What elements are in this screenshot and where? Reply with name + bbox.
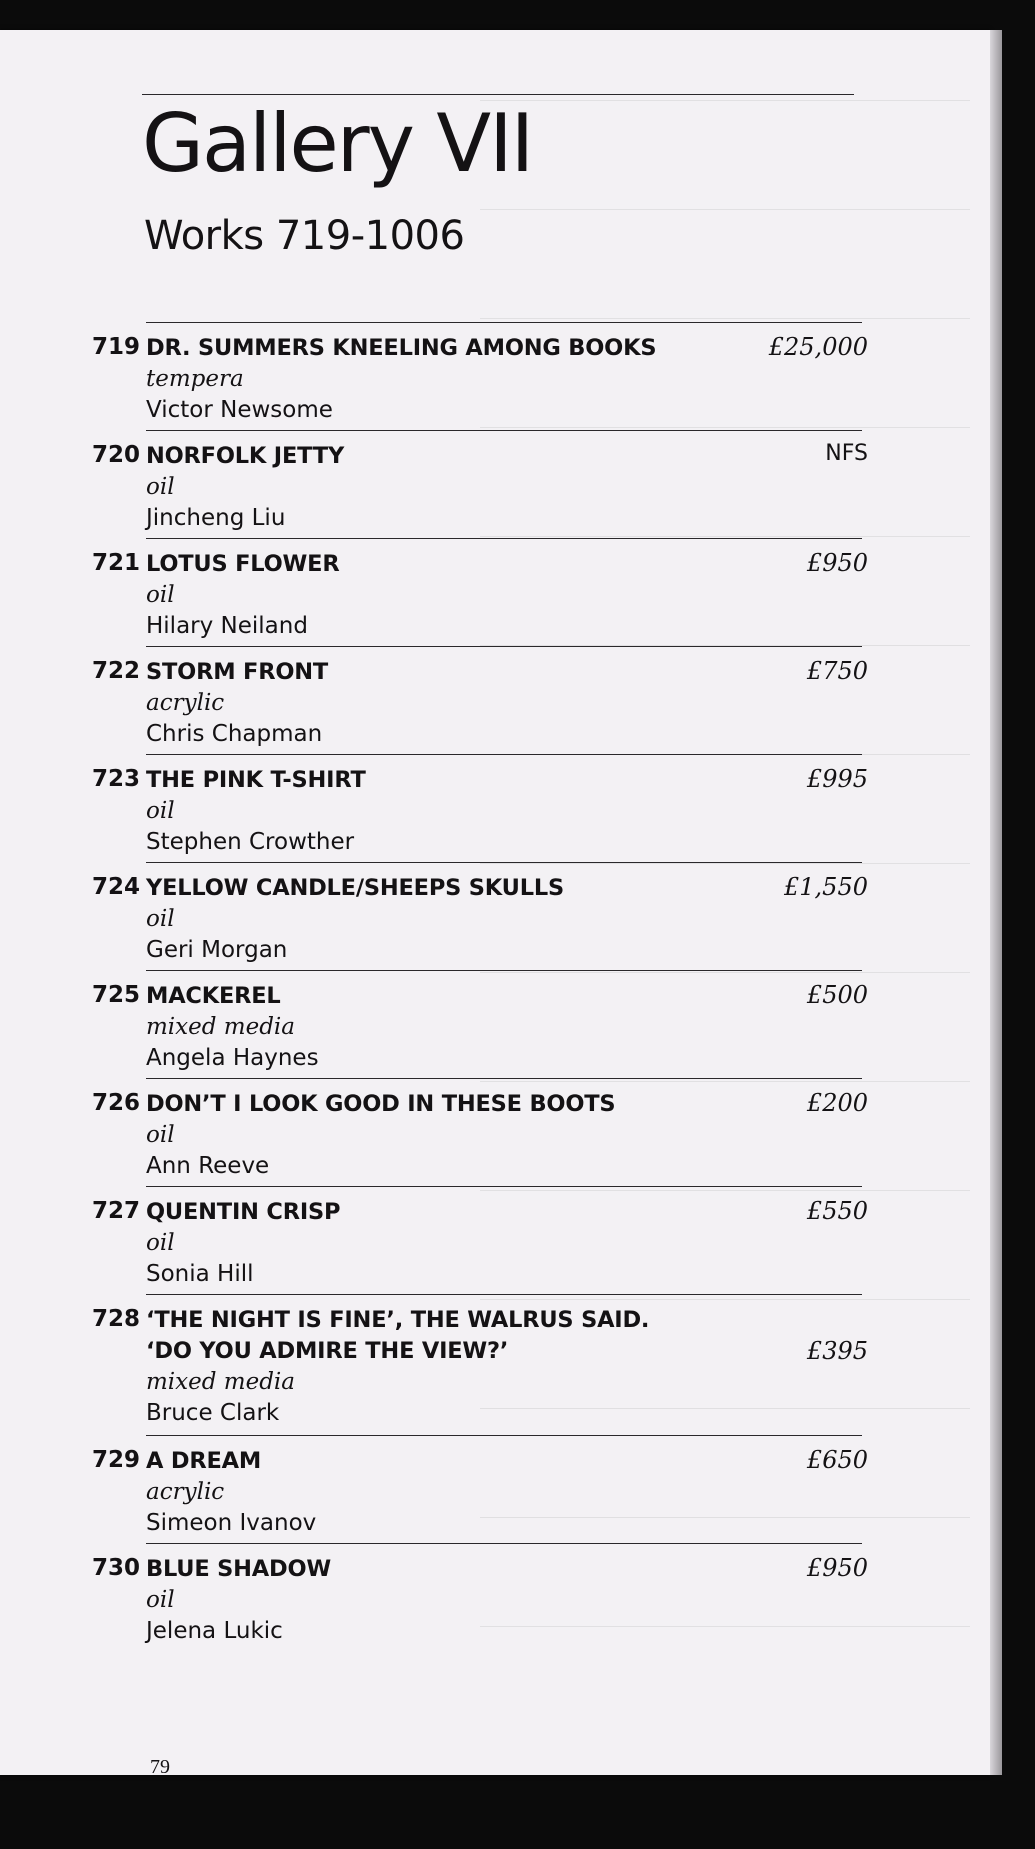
- work-entry: [91, 754, 868, 862]
- work-title-line-2: ‘DO YOU ADMIRE THE VIEW?’: [146, 1338, 509, 1364]
- work-artist: Bruce Clark: [146, 1400, 280, 1426]
- work-title: LOTUS FLOWER: [146, 551, 340, 577]
- work-title: MACKEREL: [146, 983, 281, 1009]
- work-entry: [91, 1078, 868, 1186]
- work-entry: [91, 646, 868, 754]
- work-medium: mixed media: [146, 1014, 295, 1040]
- work-artist: Jelena Lukic: [146, 1618, 283, 1644]
- work-title: ‘THE NIGHT IS FINE’, THE WALRUS SAID.: [146, 1307, 650, 1333]
- work-medium: oil: [146, 906, 175, 932]
- work-medium: mixed media: [146, 1369, 295, 1395]
- work-price: £995: [806, 765, 868, 793]
- work-price: £750: [806, 657, 868, 685]
- work-entry: [91, 1543, 868, 1651]
- work-price: £200: [806, 1089, 868, 1117]
- work-medium: oil: [146, 1122, 175, 1148]
- work-number: 724: [91, 874, 140, 900]
- page-edge: [990, 30, 1002, 1775]
- work-number: 719: [91, 334, 140, 360]
- work-title: DR. SUMMERS KNEELING AMONG BOOKS: [146, 335, 657, 361]
- work-entry: [91, 322, 868, 430]
- work-medium: tempera: [146, 366, 244, 392]
- work-title: THE PINK T-SHIRT: [146, 767, 366, 793]
- work-medium: oil: [146, 798, 175, 824]
- work-title: DON’T I LOOK GOOD IN THESE BOOTS: [146, 1091, 616, 1117]
- work-title: A DREAM: [146, 1448, 262, 1474]
- work-price: £395: [806, 1337, 868, 1365]
- work-price: £650: [806, 1446, 868, 1474]
- work-price: £550: [806, 1197, 868, 1225]
- work-entry: [91, 430, 868, 538]
- work-artist: Stephen Crowther: [146, 829, 355, 855]
- work-entry: [91, 1435, 868, 1543]
- work-number: 730: [91, 1555, 140, 1581]
- work-entry: [91, 862, 868, 970]
- work-entry: [91, 1294, 868, 1435]
- work-price: £25,000: [768, 333, 868, 361]
- work-title: NORFOLK JETTY: [146, 443, 345, 469]
- work-title: QUENTIN CRISP: [146, 1199, 341, 1225]
- work-artist: Ann Reeve: [146, 1153, 270, 1179]
- work-title: STORM FRONT: [146, 659, 329, 685]
- work-entry: [91, 1186, 868, 1294]
- work-medium: oil: [146, 1230, 175, 1256]
- work-number: 726: [91, 1090, 140, 1116]
- work-artist: Chris Chapman: [146, 721, 323, 747]
- gallery-title: Gallery VII: [142, 97, 533, 190]
- work-price: £950: [806, 1554, 868, 1582]
- work-number: 729: [91, 1447, 140, 1473]
- work-artist: Sonia Hill: [146, 1261, 254, 1287]
- work-number: 721: [91, 550, 140, 576]
- work-price: NFS: [825, 441, 868, 466]
- work-number: 727: [91, 1198, 140, 1224]
- work-entry: [91, 538, 868, 646]
- work-price: £500: [806, 981, 868, 1009]
- page-number: 79: [150, 1756, 170, 1778]
- work-title: BLUE SHADOW: [146, 1556, 332, 1582]
- work-artist: Geri Morgan: [146, 937, 288, 963]
- work-artist: Hilary Neiland: [146, 613, 308, 639]
- work-title: YELLOW CANDLE/SHEEPS SKULLS: [146, 875, 564, 901]
- work-entry: [91, 970, 868, 1078]
- work-number: 723: [91, 766, 140, 792]
- work-number: 725: [91, 982, 140, 1008]
- work-artist: Jincheng Liu: [146, 505, 286, 531]
- work-number: 720: [91, 442, 140, 468]
- work-medium: oil: [146, 474, 175, 500]
- work-price: £950: [806, 549, 868, 577]
- work-artist: Simeon Ivanov: [146, 1510, 317, 1536]
- work-medium: oil: [146, 582, 175, 608]
- work-price: £1,550: [784, 873, 868, 901]
- work-number: 728: [91, 1306, 140, 1332]
- works-list: [91, 322, 868, 1651]
- work-artist: Angela Haynes: [146, 1045, 319, 1071]
- work-number: 722: [91, 658, 140, 684]
- catalogue-page: [0, 30, 990, 1778]
- works-range-subtitle: Works 719-1006: [144, 213, 465, 259]
- work-artist: Victor Newsome: [146, 397, 333, 423]
- top-rule: [142, 94, 854, 95]
- work-medium: acrylic: [146, 690, 225, 716]
- work-medium: oil: [146, 1587, 175, 1613]
- work-medium: acrylic: [146, 1479, 225, 1505]
